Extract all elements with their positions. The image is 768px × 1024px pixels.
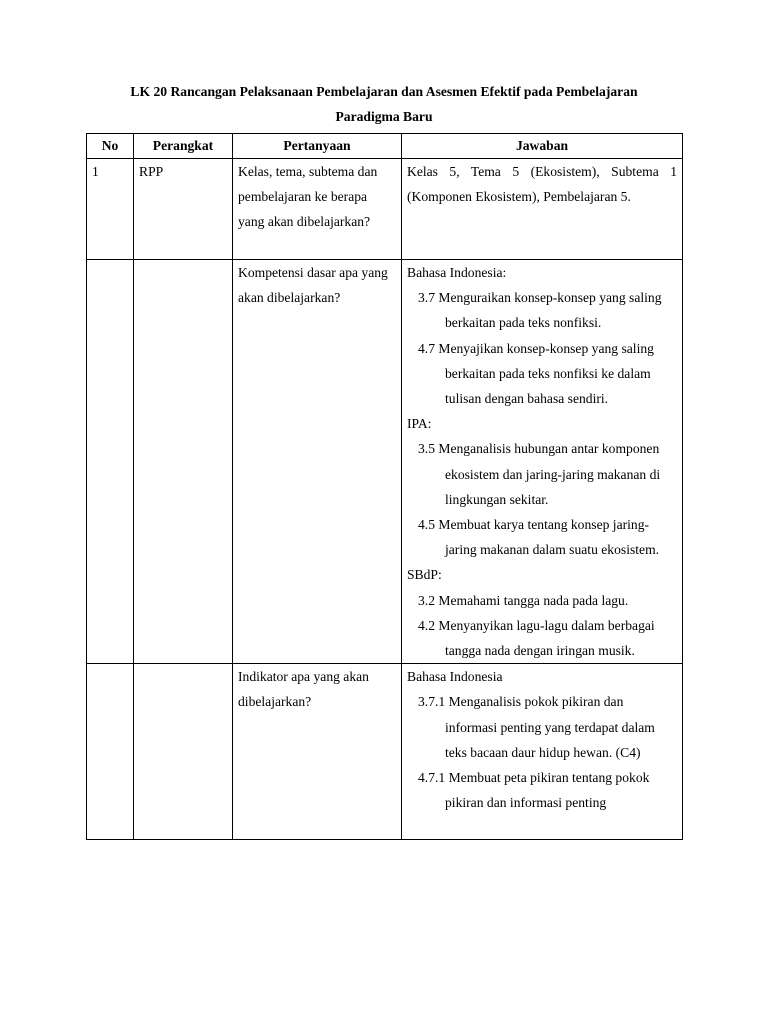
answer-item: 4.7.1 Membuat peta pikiran tentang pokok pikiran dan informasi penting [418, 770, 650, 811]
table-row [87, 159, 683, 260]
cell-perangkat [134, 260, 233, 664]
answer-item: 3.7 Menguraikan konsep-konsep yang saling berkaitan pada teks nonfiksi. [418, 290, 662, 331]
answer-item: 3.7.1 Menganalisis pokok pikiran dan informasi penting yang terdapat dalam teks bacaan daur hidup hewan. (C4) [418, 694, 655, 760]
answer-section-heading: IPA: [407, 416, 432, 432]
cell-jawaban: Kelas 5, Tema 5 (Ekosistem), Subtema 1 (Komponen Ekosistem), Pembelajaran 5. [402, 159, 683, 260]
title-line-1: LK 20 Rancangan Pelaksanaan Pembelajaran dan Asesmen Efektif pada Pembelajaran [130, 84, 638, 99]
cell-pertanyaan: Indikator apa yang akan dibelajarkan? [233, 664, 402, 840]
cell-jawaban [402, 260, 683, 664]
lk-table [86, 133, 683, 840]
table-row [87, 664, 683, 840]
answer-section-heading: Bahasa Indonesia [407, 669, 503, 685]
cell-no: 1 [87, 159, 134, 260]
header-perangkat: Perangkat [134, 134, 233, 159]
cell-perangkat [134, 664, 233, 840]
answer-section-heading: Bahasa Indonesia: [407, 265, 507, 280]
document-title [86, 79, 682, 129]
table-header-row [87, 134, 683, 159]
answer-item: 3.5 Menganalisis hubungan antar komponen ekosistem dan jaring-jaring makanan di lingkungan sekitar. [418, 441, 661, 507]
answer-item: 3.2 Memahami tangga nada pada lagu. [418, 592, 629, 608]
cell-no [87, 260, 134, 664]
header-pertanyaan: Pertanyaan [233, 134, 402, 159]
cell-perangkat: RPP [134, 159, 233, 260]
answer-item: 4.7 Menyajikan konsep-konsep yang saling berkaitan pada teks nonfiksi ke dalam tulisan dengan bahasa sendiri. [418, 340, 654, 407]
cell-jawaban [402, 664, 683, 840]
header-jawaban: Jawaban [402, 134, 683, 159]
title-line-2: Paradigma Baru [335, 109, 433, 124]
answer-item: 4.5 Membuat karya tentang konsep jaring-jaring makanan dalam suatu ekosistem. [418, 517, 660, 558]
answer-section-heading: SBdP: [407, 567, 442, 583]
cell-no [87, 664, 134, 840]
table-row [87, 260, 683, 664]
cell-pertanyaan: Kelas, tema, subtema dan pembelajaran ke berapa yang akan dibelajarkan? [233, 159, 402, 260]
answer-item: 4.2 Menyanyikan lagu-lagu dalam berbagai tangga nada dengan iringan musik. [418, 617, 655, 659]
header-no: No [87, 134, 134, 159]
cell-pertanyaan: Kompetensi dasar apa yang akan dibelajarkan? [233, 260, 402, 664]
